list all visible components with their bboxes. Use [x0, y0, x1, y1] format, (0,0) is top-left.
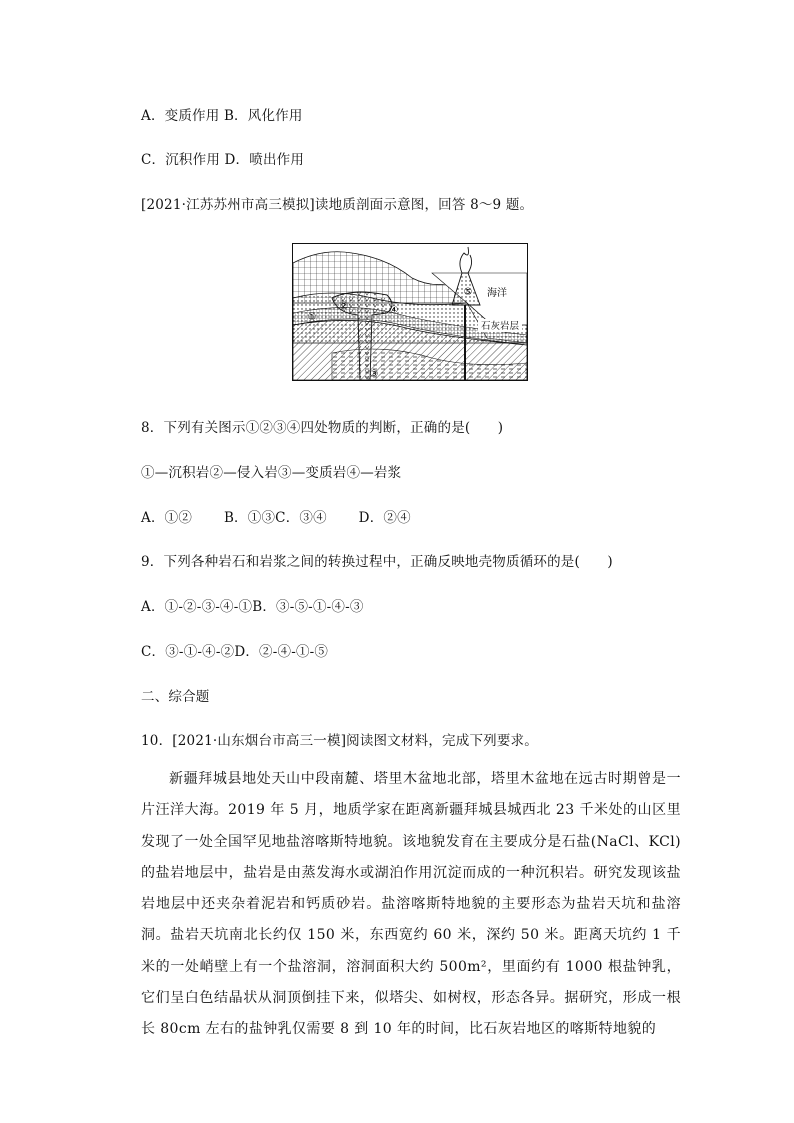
limestone-label: 石灰岩层	[480, 321, 520, 332]
section-heading: 二、综合题	[141, 689, 210, 705]
question-8-options: A．①② B．①③C．③④ D．②④	[141, 510, 411, 526]
option-line-c-d: C．沉积作用 D．喷出作用	[141, 152, 305, 168]
marker-3: ③	[369, 369, 379, 380]
question-10: 10．[2021·山东烟台市高三一模]阅读图文材料，完成下列要求。	[141, 733, 538, 749]
geologic-cross-section-figure	[292, 243, 528, 381]
question-9-options-ab: A．①-②-③-④-①B．③-⑤-①-④-③	[141, 599, 364, 615]
marker-5: ⑤	[463, 287, 473, 298]
question-9-options-cd: C．③-①-④-②D．②-④-①-⑤	[141, 644, 329, 660]
marker-2: ②	[339, 301, 349, 312]
question-8: 8．下列有关图示①②③④四处物质的判断，正确的是( )	[141, 420, 504, 436]
question-8-statement: ①—沉积岩②—侵入岩③—变质岩④—岩浆	[141, 465, 402, 481]
question-intro: [2021·江苏苏州市高三模拟]读地质剖面示意图，回答 8～9 题。	[141, 197, 534, 213]
reading-paragraph: 新疆拜城县地处天山中段南麓、塔里木盆地北部，塔里木盆地在远古时期曾是一片汪洋大海。2019 年 5 月，地质学家在距离新疆拜城县城西北 23 千米处的山区里发现了一处全国罕见地盐溶喀斯特地貌。该地貌发育在主要成分是石盐(NaCl、KCl)的盐岩地层中，盐岩是由蒸发海水或湖泊作用沉淀而成的一种沉积岩。研究发现该盐岩地层中还夹杂着泥岩和钙质砂岩。盐溶喀斯特地貌的主要形态为盐岩天坑和盐溶洞。盐岩天坑南北长约仅 150 米，东西宽约 60 米，深约 50 米。距离天坑约 1 千米的一处峭壁上有一个盐溶洞，溶洞面积大约 500m²，里面约有 1000 根盐钟乳，它们呈白色结晶状从洞顶倒挂下来，似塔尖、如树杈，形态各异。据研究，形成一根长 80cm 左右的盐钟乳仅需要 8 到 10 年的时间，比石灰岩地区的喀斯特地貌的	[141, 771, 681, 1038]
question-9: 9．下列各种岩石和岩浆之间的转换过程中，正确反映地壳物质循环的是( )	[141, 554, 613, 570]
marker-4: ④	[389, 305, 399, 316]
option-line-a-b: A．变质作用 B．风化作用	[141, 108, 303, 124]
ocean-label: 海洋	[487, 288, 507, 299]
marker-1: ①	[307, 312, 317, 323]
